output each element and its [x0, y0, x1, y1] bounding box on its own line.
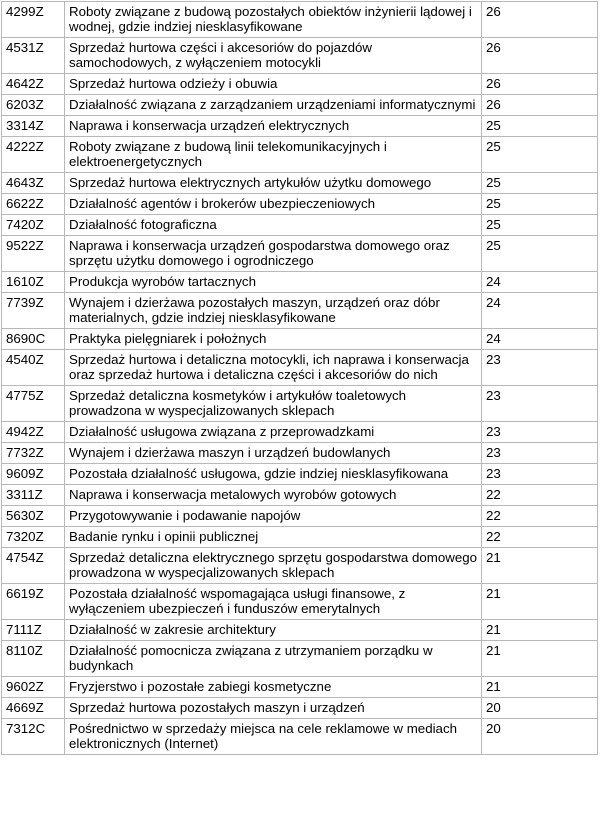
count-cell: 23 [482, 464, 598, 485]
pkd-code-cell: 4299Z [2, 2, 65, 38]
table-row [2, 236, 598, 272]
pkd-code-cell: 7312C [2, 719, 65, 755]
table-body [2, 2, 598, 755]
description-cell: Wynajem i dzierżawa pozostałych maszyn, urządzeń oraz dóbr materialnych, gdzie indziej niesklasyfikowane [65, 293, 482, 329]
table-row [2, 506, 598, 527]
table-row [2, 38, 598, 74]
description-cell: Działalność agentów i brokerów ubezpieczeniowych [65, 194, 482, 215]
table-row [2, 272, 598, 293]
description-cell: Działalność usługowa związana z przeprowadzkami [65, 422, 482, 443]
pkd-code-cell: 4942Z [2, 422, 65, 443]
pkd-code-cell: 8110Z [2, 641, 65, 677]
count-cell: 25 [482, 173, 598, 194]
count-cell: 26 [482, 95, 598, 116]
table-row [2, 137, 598, 173]
table-row [2, 74, 598, 95]
count-cell: 24 [482, 272, 598, 293]
count-cell: 21 [482, 548, 598, 584]
pkd-code-cell: 9609Z [2, 464, 65, 485]
table-row [2, 215, 598, 236]
pkd-code-cell: 9522Z [2, 236, 65, 272]
table-row [2, 329, 598, 350]
description-cell: Działalność pomocnicza związana z utrzymaniem porządku w budynkach [65, 641, 482, 677]
count-cell: 23 [482, 386, 598, 422]
count-cell: 22 [482, 527, 598, 548]
count-cell: 23 [482, 422, 598, 443]
pkd-code-cell: 4531Z [2, 38, 65, 74]
description-cell: Sprzedaż hurtowa odzieży i obuwia [65, 74, 482, 95]
description-cell: Naprawa i konserwacja urządzeń gospodarstwa domowego oraz sprzętu użytku domowego i ogrodniczego [65, 236, 482, 272]
description-cell: Pozostała działalność usługowa, gdzie indziej niesklasyfikowana [65, 464, 482, 485]
pkd-code-cell: 6203Z [2, 95, 65, 116]
table-row [2, 584, 598, 620]
description-cell: Działalność fotograficzna [65, 215, 482, 236]
description-cell: Wynajem i dzierżawa maszyn i urządzeń budowlanych [65, 443, 482, 464]
pkd-code-cell: 3311Z [2, 485, 65, 506]
description-cell: Pośrednictwo w sprzedaży miejsca na cele reklamowe w mediach elektronicznych (Internet) [65, 719, 482, 755]
pkd-code-cell: 7320Z [2, 527, 65, 548]
pkd-code-cell: 6622Z [2, 194, 65, 215]
pkd-code-cell: 4642Z [2, 74, 65, 95]
description-cell: Sprzedaż hurtowa części i akcesoriów do pojazdów samochodowych, z wyłączeniem motocykli [65, 38, 482, 74]
count-cell: 25 [482, 194, 598, 215]
pkd-code-cell: 9602Z [2, 677, 65, 698]
table-row [2, 2, 598, 38]
description-cell: Pozostała działalność wspomagająca usługi finansowe, z wyłączeniem ubezpieczeń i funduszów emerytalnych [65, 584, 482, 620]
description-cell: Sprzedaż hurtowa pozostałych maszyn i urządzeń [65, 698, 482, 719]
table-row [2, 485, 598, 506]
count-cell: 24 [482, 293, 598, 329]
table-row [2, 194, 598, 215]
table-row [2, 464, 598, 485]
table-row [2, 443, 598, 464]
description-cell: Sprzedaż detaliczna elektrycznego sprzętu gospodarstwa domowego prowadzona w wyspecjalizowanych sklepach [65, 548, 482, 584]
pkd-code-cell: 7732Z [2, 443, 65, 464]
count-cell: 25 [482, 137, 598, 173]
description-cell: Roboty związane z budową pozostałych obiektów inżynierii lądowej i wodnej, gdzie indziej niesklasyfikowane [65, 2, 482, 38]
description-cell: Praktyka pielęgniarek i położnych [65, 329, 482, 350]
count-cell: 21 [482, 584, 598, 620]
pkd-code-cell: 4643Z [2, 173, 65, 194]
count-cell: 26 [482, 38, 598, 74]
table-row [2, 677, 598, 698]
count-cell: 26 [482, 74, 598, 95]
count-cell: 20 [482, 698, 598, 719]
pkd-code-cell: 3314Z [2, 116, 65, 137]
pkd-code-cell: 4775Z [2, 386, 65, 422]
count-cell: 21 [482, 677, 598, 698]
pkd-code-cell: 8690C [2, 329, 65, 350]
count-cell: 22 [482, 506, 598, 527]
table-row [2, 350, 598, 386]
pkd-code-cell: 4669Z [2, 698, 65, 719]
pkd-code-cell: 4754Z [2, 548, 65, 584]
count-cell: 23 [482, 443, 598, 464]
pkd-code-cell: 7420Z [2, 215, 65, 236]
description-cell: Roboty związane z budową linii telekomunikacyjnych i elektroenergetycznych [65, 137, 482, 173]
description-cell: Naprawa i konserwacja urządzeń elektrycznych [65, 116, 482, 137]
description-cell: Sprzedaż hurtowa i detaliczna motocykli, ich naprawa i konserwacja oraz sprzedaż hurtowa i detaliczna części i akcesoriów do nich [65, 350, 482, 386]
count-cell: 24 [482, 329, 598, 350]
table-row [2, 620, 598, 641]
description-cell: Sprzedaż detaliczna kosmetyków i artykułów toaletowych prowadzona w wyspecjalizowanych sklepach [65, 386, 482, 422]
count-cell: 21 [482, 641, 598, 677]
count-cell: 25 [482, 215, 598, 236]
table-row [2, 422, 598, 443]
table-row [2, 95, 598, 116]
table-row [2, 641, 598, 677]
count-cell: 21 [482, 620, 598, 641]
description-cell: Badanie rynku i opinii publicznej [65, 527, 482, 548]
table-row [2, 173, 598, 194]
pkd-table [1, 1, 598, 755]
description-cell: Sprzedaż hurtowa elektrycznych artykułów użytku domowego [65, 173, 482, 194]
description-cell: Przygotowywanie i podawanie napojów [65, 506, 482, 527]
table-row [2, 548, 598, 584]
description-cell: Fryzjerstwo i pozostałe zabiegi kosmetyczne [65, 677, 482, 698]
table-row [2, 116, 598, 137]
table-row [2, 293, 598, 329]
description-cell: Działalność w zakresie architektury [65, 620, 482, 641]
pkd-code-cell: 1610Z [2, 272, 65, 293]
pkd-code-cell: 7739Z [2, 293, 65, 329]
table-row [2, 386, 598, 422]
description-cell: Działalność związana z zarządzaniem urządzeniami informatycznymi [65, 95, 482, 116]
pkd-code-cell: 4540Z [2, 350, 65, 386]
table-row [2, 698, 598, 719]
description-cell: Naprawa i konserwacja metalowych wyrobów gotowych [65, 485, 482, 506]
pkd-code-cell: 4222Z [2, 137, 65, 173]
count-cell: 25 [482, 236, 598, 272]
count-cell: 20 [482, 719, 598, 755]
description-cell: Produkcja wyrobów tartacznych [65, 272, 482, 293]
table-row [2, 719, 598, 755]
pkd-code-cell: 7111Z [2, 620, 65, 641]
pkd-code-cell: 6619Z [2, 584, 65, 620]
count-cell: 23 [482, 350, 598, 386]
count-cell: 22 [482, 485, 598, 506]
count-cell: 25 [482, 116, 598, 137]
count-cell: 26 [482, 2, 598, 38]
pkd-code-cell: 5630Z [2, 506, 65, 527]
table-row [2, 527, 598, 548]
